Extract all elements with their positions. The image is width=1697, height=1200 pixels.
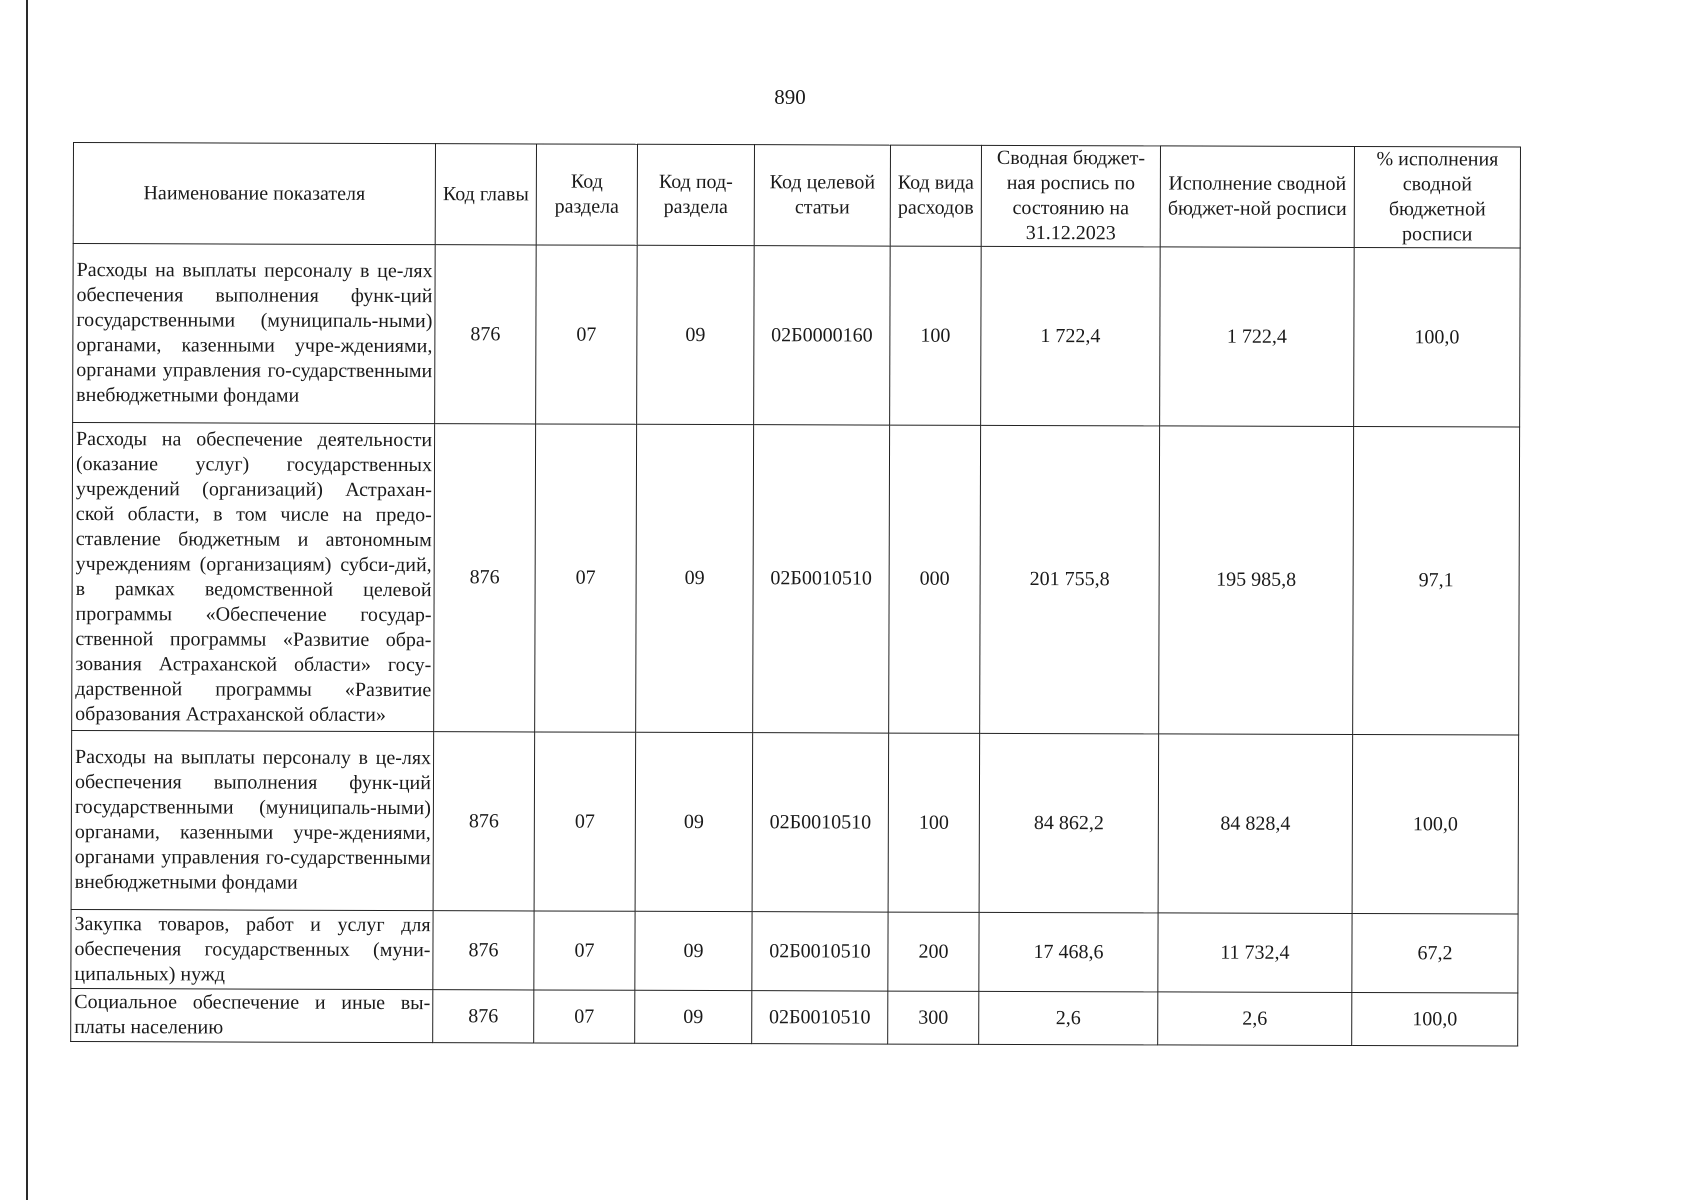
- header-section-code: Код раздела: [536, 144, 637, 245]
- header-subsection-code: Код под-раздела: [637, 144, 754, 245]
- row-percent: 100,0: [1352, 993, 1518, 1047]
- row-chapter-code: 876: [434, 424, 536, 732]
- row-name: Социальное обеспечение и иные вы-платы населению: [71, 988, 433, 1042]
- row-name: Расходы на выплаты персоналу в це-лях обеспечения выполнения функ-ций государственными (муниципаль-ными) органами, казенными учре-ждениями, органами управления го-сударственными внебюджетными фондами: [73, 244, 436, 424]
- header-executed: Исполнение сводной бюджет-ной росписи: [1160, 146, 1354, 248]
- header-name: Наименование показателя: [73, 143, 435, 245]
- row-expense-type-code: 000: [889, 425, 981, 733]
- row-section-code: 07: [534, 732, 636, 911]
- row-executed: 84 828,4: [1158, 734, 1353, 914]
- row-percent: 67,2: [1352, 914, 1518, 994]
- row-name: Расходы на обеспечение деятельности (оказание услуг) государственных учреждений (организаций) Астрахан-ской области, в том числе на предо-ставление бюджетным и автономным учреждениям (организациям) субси-дий, в рамках ведомственной целевой программы «Обеспечение государ-ственной программы «Развитие обра-зования Астраханской области» госу-дарственной программы «Развитие образования Астраханской области»: [72, 423, 435, 732]
- row-planned: 84 862,2: [979, 733, 1159, 913]
- table-row: [73, 244, 1521, 428]
- table-row: [72, 423, 1520, 736]
- row-name: Расходы на выплаты персоналу в це-лях обеспечения выполнения функ-ций государственными (муниципаль-ными) органами, казенными учре-ждениями, органами управления го-сударственными внебюджетными фондами: [71, 730, 434, 910]
- header-percent: % исполнения сводной бюджетной росписи: [1354, 147, 1520, 249]
- row-planned: 17 468,6: [979, 912, 1158, 992]
- row-executed: 1 722,4: [1160, 247, 1355, 427]
- row-executed: 195 985,8: [1159, 426, 1354, 735]
- row-percent: 100,0: [1352, 735, 1519, 915]
- row-executed: 2,6: [1158, 992, 1352, 1046]
- row-target-code: 02Б0010510: [753, 425, 890, 733]
- row-target-code: 02Б0000160: [754, 246, 891, 425]
- row-name: Закупка товаров, работ и услуг для обеспечения государственных (муни-ципальных) нужд: [71, 909, 433, 989]
- row-expense-type-code: 100: [890, 246, 982, 425]
- header-chapter-code: Код главы: [435, 144, 536, 245]
- table-row: [71, 730, 1519, 914]
- row-target-code: 02Б0010510: [752, 991, 888, 1044]
- row-subsection-code: 09: [635, 911, 752, 990]
- row-expense-type-code: 300: [888, 991, 979, 1044]
- row-section-code: 07: [534, 990, 635, 1043]
- row-expense-type-code: 100: [888, 733, 980, 912]
- row-chapter-code: 876: [433, 990, 534, 1043]
- row-subsection-code: 09: [635, 990, 752, 1043]
- row-chapter-code: 876: [433, 911, 534, 990]
- row-planned: 1 722,4: [981, 246, 1161, 426]
- row-subsection-code: 09: [636, 424, 754, 732]
- row-chapter-code: 876: [433, 732, 535, 911]
- table-row: [71, 988, 1518, 1046]
- row-subsection-code: 09: [635, 732, 753, 911]
- row-chapter-code: 876: [435, 245, 537, 424]
- row-percent: 100,0: [1354, 248, 1521, 428]
- row-percent: 97,1: [1353, 427, 1520, 736]
- row-section-code: 07: [535, 424, 637, 732]
- row-section-code: 07: [534, 911, 635, 990]
- row-target-code: 02Б0010510: [752, 912, 888, 991]
- row-target-code: 02Б0010510: [752, 733, 889, 912]
- header-target-code: Код целевой статьи: [754, 145, 890, 246]
- row-subsection-code: 09: [637, 245, 755, 424]
- row-executed: 11 732,4: [1158, 913, 1352, 993]
- row-section-code: 07: [536, 245, 638, 424]
- row-planned: 201 755,8: [980, 425, 1160, 734]
- table-row: [71, 909, 1518, 993]
- table-header-row: [73, 143, 1520, 249]
- row-planned: 2,6: [979, 991, 1158, 1045]
- page-number: 890: [774, 85, 806, 109]
- header-planned: Сводная бюджет-ная роспись по состоянию на 31.12.2023: [981, 145, 1160, 247]
- budget-execution-table: [70, 142, 1521, 1047]
- row-expense-type-code: 200: [888, 912, 979, 991]
- header-expense-type-code: Код вида расходов: [890, 145, 981, 246]
- binding-edge-line: [26, 0, 28, 1200]
